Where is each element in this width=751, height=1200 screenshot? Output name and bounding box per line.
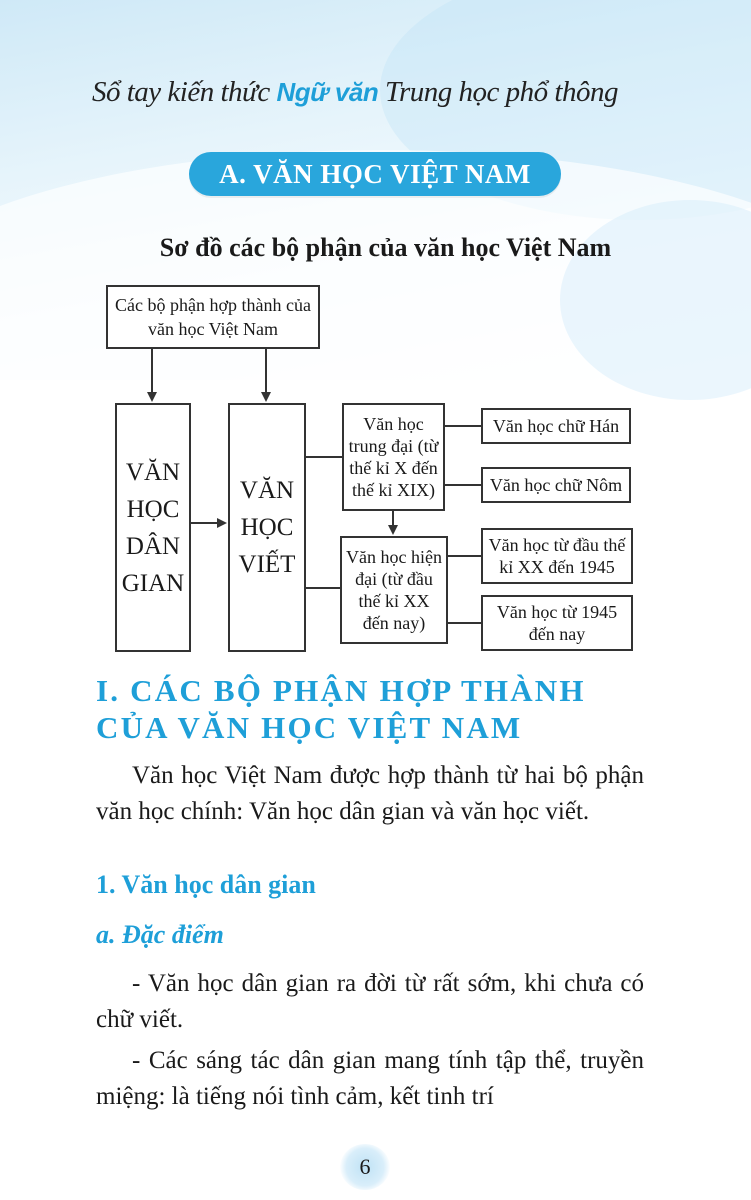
- section-label: A. VĂN HỌC VIỆT NAM: [189, 152, 561, 196]
- paragraph: - Các sáng tác dân gian mang tính tập thể, truyền miệng: là tiếng nói tình cảm, kết tinh trí: [96, 1047, 644, 1110]
- node-text-line: DÂN: [125, 532, 181, 560]
- node-text-line: HỌC: [126, 495, 180, 523]
- diagram-node-van-hoc-dan-gian: [115, 403, 191, 652]
- subheading: 1. Văn học dân gian: [96, 870, 316, 899]
- node-text-line: VĂN: [125, 458, 181, 486]
- node-text-line: đại (từ đầu: [355, 569, 433, 589]
- header-accent: Ngữ văn: [276, 77, 379, 107]
- diagram-title: Sơ đồ các bộ phận của văn học Việt Nam: [159, 233, 612, 262]
- node-text-line: kỉ XX đến 1945: [499, 557, 615, 577]
- diagram-node-root: [106, 285, 320, 349]
- header-prefix: Sổ tay kiến thức: [92, 76, 270, 108]
- node-text-line: HỌC: [240, 514, 294, 541]
- subheading-italic: a. Đặc điểm: [96, 920, 224, 949]
- node-text-line: Văn học từ 1945: [496, 602, 618, 622]
- node-text-line: GIAN: [121, 569, 185, 597]
- node-text-line: Văn học chữ Hán: [492, 416, 620, 436]
- paragraph: - Văn học dân gian ra đời từ rất sớm, khi chưa có chữ viết.: [96, 970, 644, 1033]
- node-text-line: Văn học từ đầu thế: [488, 535, 626, 555]
- diagram-node-tu-1945: [481, 595, 633, 651]
- node-text-line: VĂN: [239, 477, 295, 504]
- node-text-line: thế kỉ XX: [358, 591, 430, 611]
- node-text-line: Văn học chữ Nôm: [489, 475, 623, 495]
- header-suffix: Trung học phổ thông: [384, 76, 618, 108]
- diagram-node-chu-han: [481, 408, 631, 444]
- node-text-line: trung đại (từ: [348, 436, 439, 456]
- node-text-line: Các bộ phận hợp thành của: [115, 295, 311, 315]
- diagram-node-chu-nom: [481, 467, 631, 503]
- book-header: [92, 76, 618, 109]
- node-text-line: Văn học hiện: [346, 547, 442, 567]
- diagram-node-van-hoc-viet: [228, 403, 306, 652]
- diagram-node-dau-the-ki-xx: [481, 528, 633, 584]
- node-text-line: đến nay: [528, 624, 586, 644]
- diagram-node-trung-dai: [342, 403, 445, 511]
- section-heading: I. CÁC BỘ PHẬN HỢP THÀNH CỦA VĂN HỌC VIỆT NAM: [96, 673, 586, 745]
- diagram-node-hien-dai: [340, 536, 448, 644]
- node-text-line: đến nay): [362, 613, 426, 633]
- page-number: 6: [340, 1144, 390, 1190]
- node-text-line: văn học Việt Nam: [147, 319, 279, 339]
- node-text-line: thế kỉ X đến: [349, 458, 438, 478]
- node-text-line: VIẾT: [238, 551, 296, 578]
- node-text-line: thế kỉ XIX): [352, 480, 435, 500]
- node-text-line: Văn học: [363, 414, 424, 434]
- paragraph: Văn học Việt Nam được hợp thành từ hai bộ phận văn học chính: Văn học dân gian và văn học viết.: [96, 762, 644, 825]
